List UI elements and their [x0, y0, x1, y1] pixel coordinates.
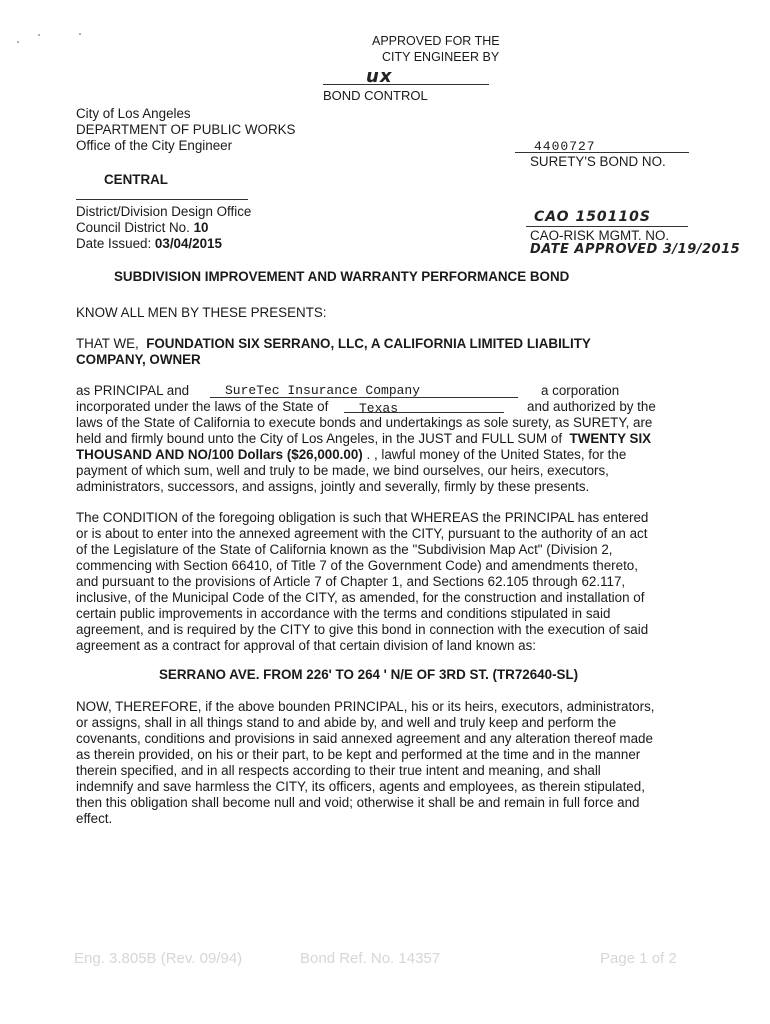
- council-number: 10: [193, 220, 209, 235]
- condition-line: of the Legislature of the State of California known as the "Subdivision Map Act" (Division 2,: [76, 542, 613, 557]
- surety-line-5b: . , lawful money of the United States, for the: [366, 447, 627, 462]
- surety-state-rule: [344, 412, 504, 413]
- surety-line-4: [76, 431, 651, 447]
- cao-number: CAO 150110S: [534, 209, 651, 225]
- agency-city: City of Los Angeles: [76, 106, 191, 121]
- surety-bond-number: 4400727: [534, 139, 596, 154]
- cao-rule: [526, 226, 688, 227]
- therefore-line: indemnify and save harmless the CITY, its officers, agents and employees, as therein stipulated,: [76, 779, 645, 794]
- approval-initials: ux: [366, 66, 393, 87]
- condition-line: inclusive, of the Municipal Code of the CITY, as amended, for the construction and installation of: [76, 590, 645, 605]
- principal-line-2: COMPANY, OWNER: [76, 352, 201, 367]
- condition-line: agreement as a contract for approval of that certain division of land known as:: [76, 638, 537, 653]
- scan-speck: [38, 34, 40, 36]
- surety-line-6: payment of which sum, well and truly to be made, we bind ourselves, our heirs, executors,: [76, 463, 609, 478]
- agency-office: Office of the City Engineer: [76, 138, 233, 153]
- surety-name-rule: [210, 397, 518, 398]
- scan-speck: [17, 41, 19, 43]
- district-rule: [76, 199, 248, 200]
- surety-line-4a: held and firmly bound unto the City of Los Angeles, in the JUST and FULL SUM of: [76, 431, 563, 446]
- therefore-line: as therein provided, on his or their part, to be kept and performed at the time and in the manner: [76, 747, 641, 762]
- condition-line: commencing with Section 66410, of Title 7 of the Government Code) and amendments thereto,: [76, 558, 638, 573]
- cao-label: CAO-RISK MGMT. NO.: [530, 228, 670, 243]
- council-label: Council District No.: [76, 220, 190, 235]
- surety-line-1a: as PRINCIPAL and: [76, 383, 190, 398]
- approval-line-2: CITY ENGINEER BY: [382, 50, 500, 64]
- condition-line: certain public improvements in accordance with the terms and conditions stipulated in said: [76, 606, 611, 621]
- principal-line-1: [76, 336, 591, 352]
- footer-page-number: Page 1 of 2: [600, 950, 677, 967]
- surety-line-3: laws of the State of California to execute bonds and undertakings as sole surety, as SURETY, are: [76, 415, 653, 430]
- footer-bond-ref: Bond Ref. No. 14357: [300, 950, 441, 967]
- surety-line-7: administrators, successors, and assigns, jointly and severally, firmly by these presents.: [76, 479, 590, 494]
- design-office: District/Division Design Office: [76, 204, 252, 219]
- therefore-line: effect.: [76, 811, 113, 826]
- date-issued-row: [76, 236, 222, 252]
- surety-bond-rule: [515, 152, 689, 153]
- therefore-line: covenants, conditions and provisions in said annexed agreement and any alteration thereof made: [76, 731, 653, 746]
- approval-label: BOND CONTROL: [323, 88, 428, 103]
- cao-date-approved: DATE APPROVED 3/19/2015: [530, 242, 741, 257]
- date-issued-label: Date Issued:: [76, 236, 152, 251]
- scan-speck: [79, 33, 81, 35]
- therefore-line: then this obligation shall become null and void; otherwise it shall be and remain in full force and: [76, 795, 640, 810]
- approval-line-1: APPROVED FOR THE: [372, 34, 500, 48]
- surety-state: Texas: [359, 401, 399, 416]
- principal-prefix: THAT WE,: [76, 336, 139, 351]
- agency-department: DEPARTMENT OF PUBLIC WORKS: [76, 122, 296, 137]
- surety-name: SureTec Insurance Company: [225, 383, 421, 398]
- therefore-line: NOW, THEREFORE, if the above bounden PRINCIPAL, his or its heirs, executors, administrators,: [76, 699, 655, 714]
- approval-signature-line: [323, 84, 489, 85]
- therefore-line: or assigns, shall in all things stand to and abide by, and well and truly keep and perform the: [76, 715, 617, 730]
- therefore-line: therein specified, and in all respects according to their true intent and meaning, and shall: [76, 763, 601, 778]
- condition-line: or is about to enter into the annexed agreement with the CITY, pursuant to the authority of an act: [76, 526, 648, 541]
- document-title: SUBDIVISION IMPROVEMENT AND WARRANTY PERFORMANCE BOND: [114, 269, 570, 284]
- principal-name: FOUNDATION SIX SERRANO, LLC, A CALIFORNIA LIMITED LIABILITY: [146, 336, 591, 351]
- date-issued-value: 03/04/2015: [154, 236, 222, 251]
- footer-form-number: Eng. 3.805B (Rev. 09/94): [74, 950, 243, 967]
- district-name: CENTRAL: [104, 172, 168, 187]
- intro-line: KNOW ALL MEN BY THESE PRESENTS:: [76, 305, 327, 320]
- sum-words-part2: THOUSAND AND NO/100 Dollars ($26,000.00): [76, 447, 363, 462]
- project-description: SERRANO AVE. FROM 226' TO 264 ' N/E OF 3RD ST. (TR72640-SL): [159, 667, 579, 682]
- sum-words-part1: TWENTY SIX: [569, 431, 652, 446]
- surety-line-2a: incorporated under the laws of the State of: [76, 399, 329, 414]
- condition-line: The CONDITION of the foregoing obligation is such that WHEREAS the PRINCIPAL has entered: [76, 510, 649, 525]
- condition-line: agreement, and is required by the CITY to give this bond in connection with the execution of said: [76, 622, 649, 637]
- surety-line-2b: and authorized by the: [527, 399, 656, 414]
- surety-bond-label: SURETY'S BOND NO.: [530, 154, 666, 169]
- condition-line: and pursuant to the provisions of Article 7 of Chapter 1, and Sections 62.105 through 62.117,: [76, 574, 626, 589]
- council-district: [76, 220, 209, 236]
- surety-line-5: [76, 447, 626, 463]
- surety-line-1b: a corporation: [541, 383, 620, 398]
